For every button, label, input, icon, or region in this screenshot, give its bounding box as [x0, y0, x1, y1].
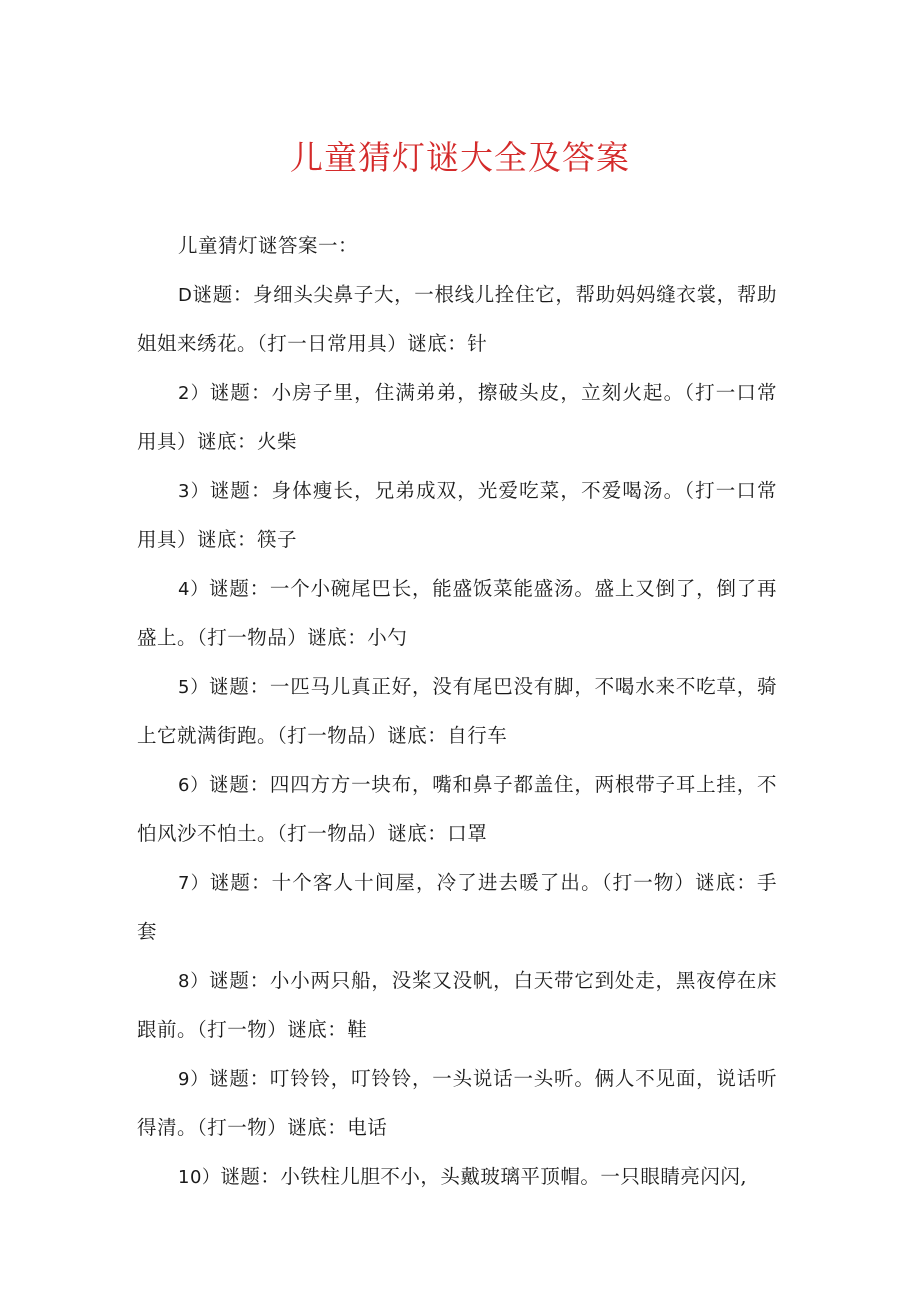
riddle-item — [137, 859, 777, 957]
riddle-item — [137, 271, 777, 369]
riddle-number: 8） — [178, 970, 210, 992]
riddle-number: 6） — [178, 774, 210, 796]
riddle-text: 谜题：一匹马儿真正好，没有尾巴没有脚，不喝水来不吃草，骑上它就满街跑。（打一物品）谜底：自行车 — [137, 674, 777, 747]
riddle-item — [137, 1055, 777, 1153]
riddle-text: 谜题：一个小碗尾巴长，能盛饭菜能盛汤。盛上又倒了，倒了再盛上。（打一物品）谜底：小勺 — [137, 576, 777, 649]
riddle-item — [137, 565, 777, 663]
riddle-text: 谜题：小铁柱儿胆不小，头戴玻璃平顶帽。一只眼睛亮闪闪, — [220, 1164, 748, 1188]
riddle-number: 7） — [178, 872, 210, 894]
riddle-text: 谜题：十个客人十间屋，冷了进去暖了出。（打一物）谜底：手套 — [137, 870, 777, 943]
riddle-number: D — [178, 284, 193, 306]
riddle-item — [137, 467, 777, 565]
riddle-item — [137, 369, 777, 467]
riddle-item — [137, 761, 777, 859]
document-body — [137, 222, 777, 1202]
riddle-text: 谜题：身体瘦长，兄弟成双，光爱吃菜，不爱喝汤。（打一口常用具）谜底：筷子 — [137, 478, 777, 551]
riddle-item — [137, 957, 777, 1055]
riddle-text: 谜题：小小两只船，没桨又没帆，白天带它到处走，黑夜停在床跟前。（打一物）谜底：鞋 — [137, 968, 777, 1041]
riddle-number: 2） — [178, 382, 210, 404]
riddle-number: 4） — [178, 578, 210, 600]
riddle-text: 谜题：小房子里，住满弟弟，擦破头皮，立刻火起。（打一口常用具）谜底：火柴 — [137, 380, 777, 453]
riddle-number: 9） — [178, 1068, 210, 1090]
riddle-number: 10） — [178, 1166, 221, 1188]
riddle-text: 谜题：叮铃铃，叮铃铃，一头说话一头听。俩人不见面，说话听得清。（打一物）谜底：电话 — [137, 1066, 777, 1139]
riddle-item — [137, 1153, 777, 1203]
riddle-number: 5） — [178, 676, 210, 698]
riddle-number: 3） — [178, 480, 210, 502]
document-title: 儿童猜灯谜大全及答案 — [290, 138, 630, 177]
riddle-text: 谜题：四四方方一块布，嘴和鼻子都盖住，两根带子耳上挂，不怕风沙不怕土。（打一物品）谜底：口罩 — [137, 772, 777, 845]
section-heading: 儿童猜灯谜答案一： — [178, 234, 359, 257]
riddle-text: 谜题：身细头尖鼻子大，一根线儿拴住它，帮助妈妈缝衣裳，帮助姐姐来绣花。（打一日常用具）谜底：针 — [137, 282, 777, 355]
riddle-item — [137, 663, 777, 761]
